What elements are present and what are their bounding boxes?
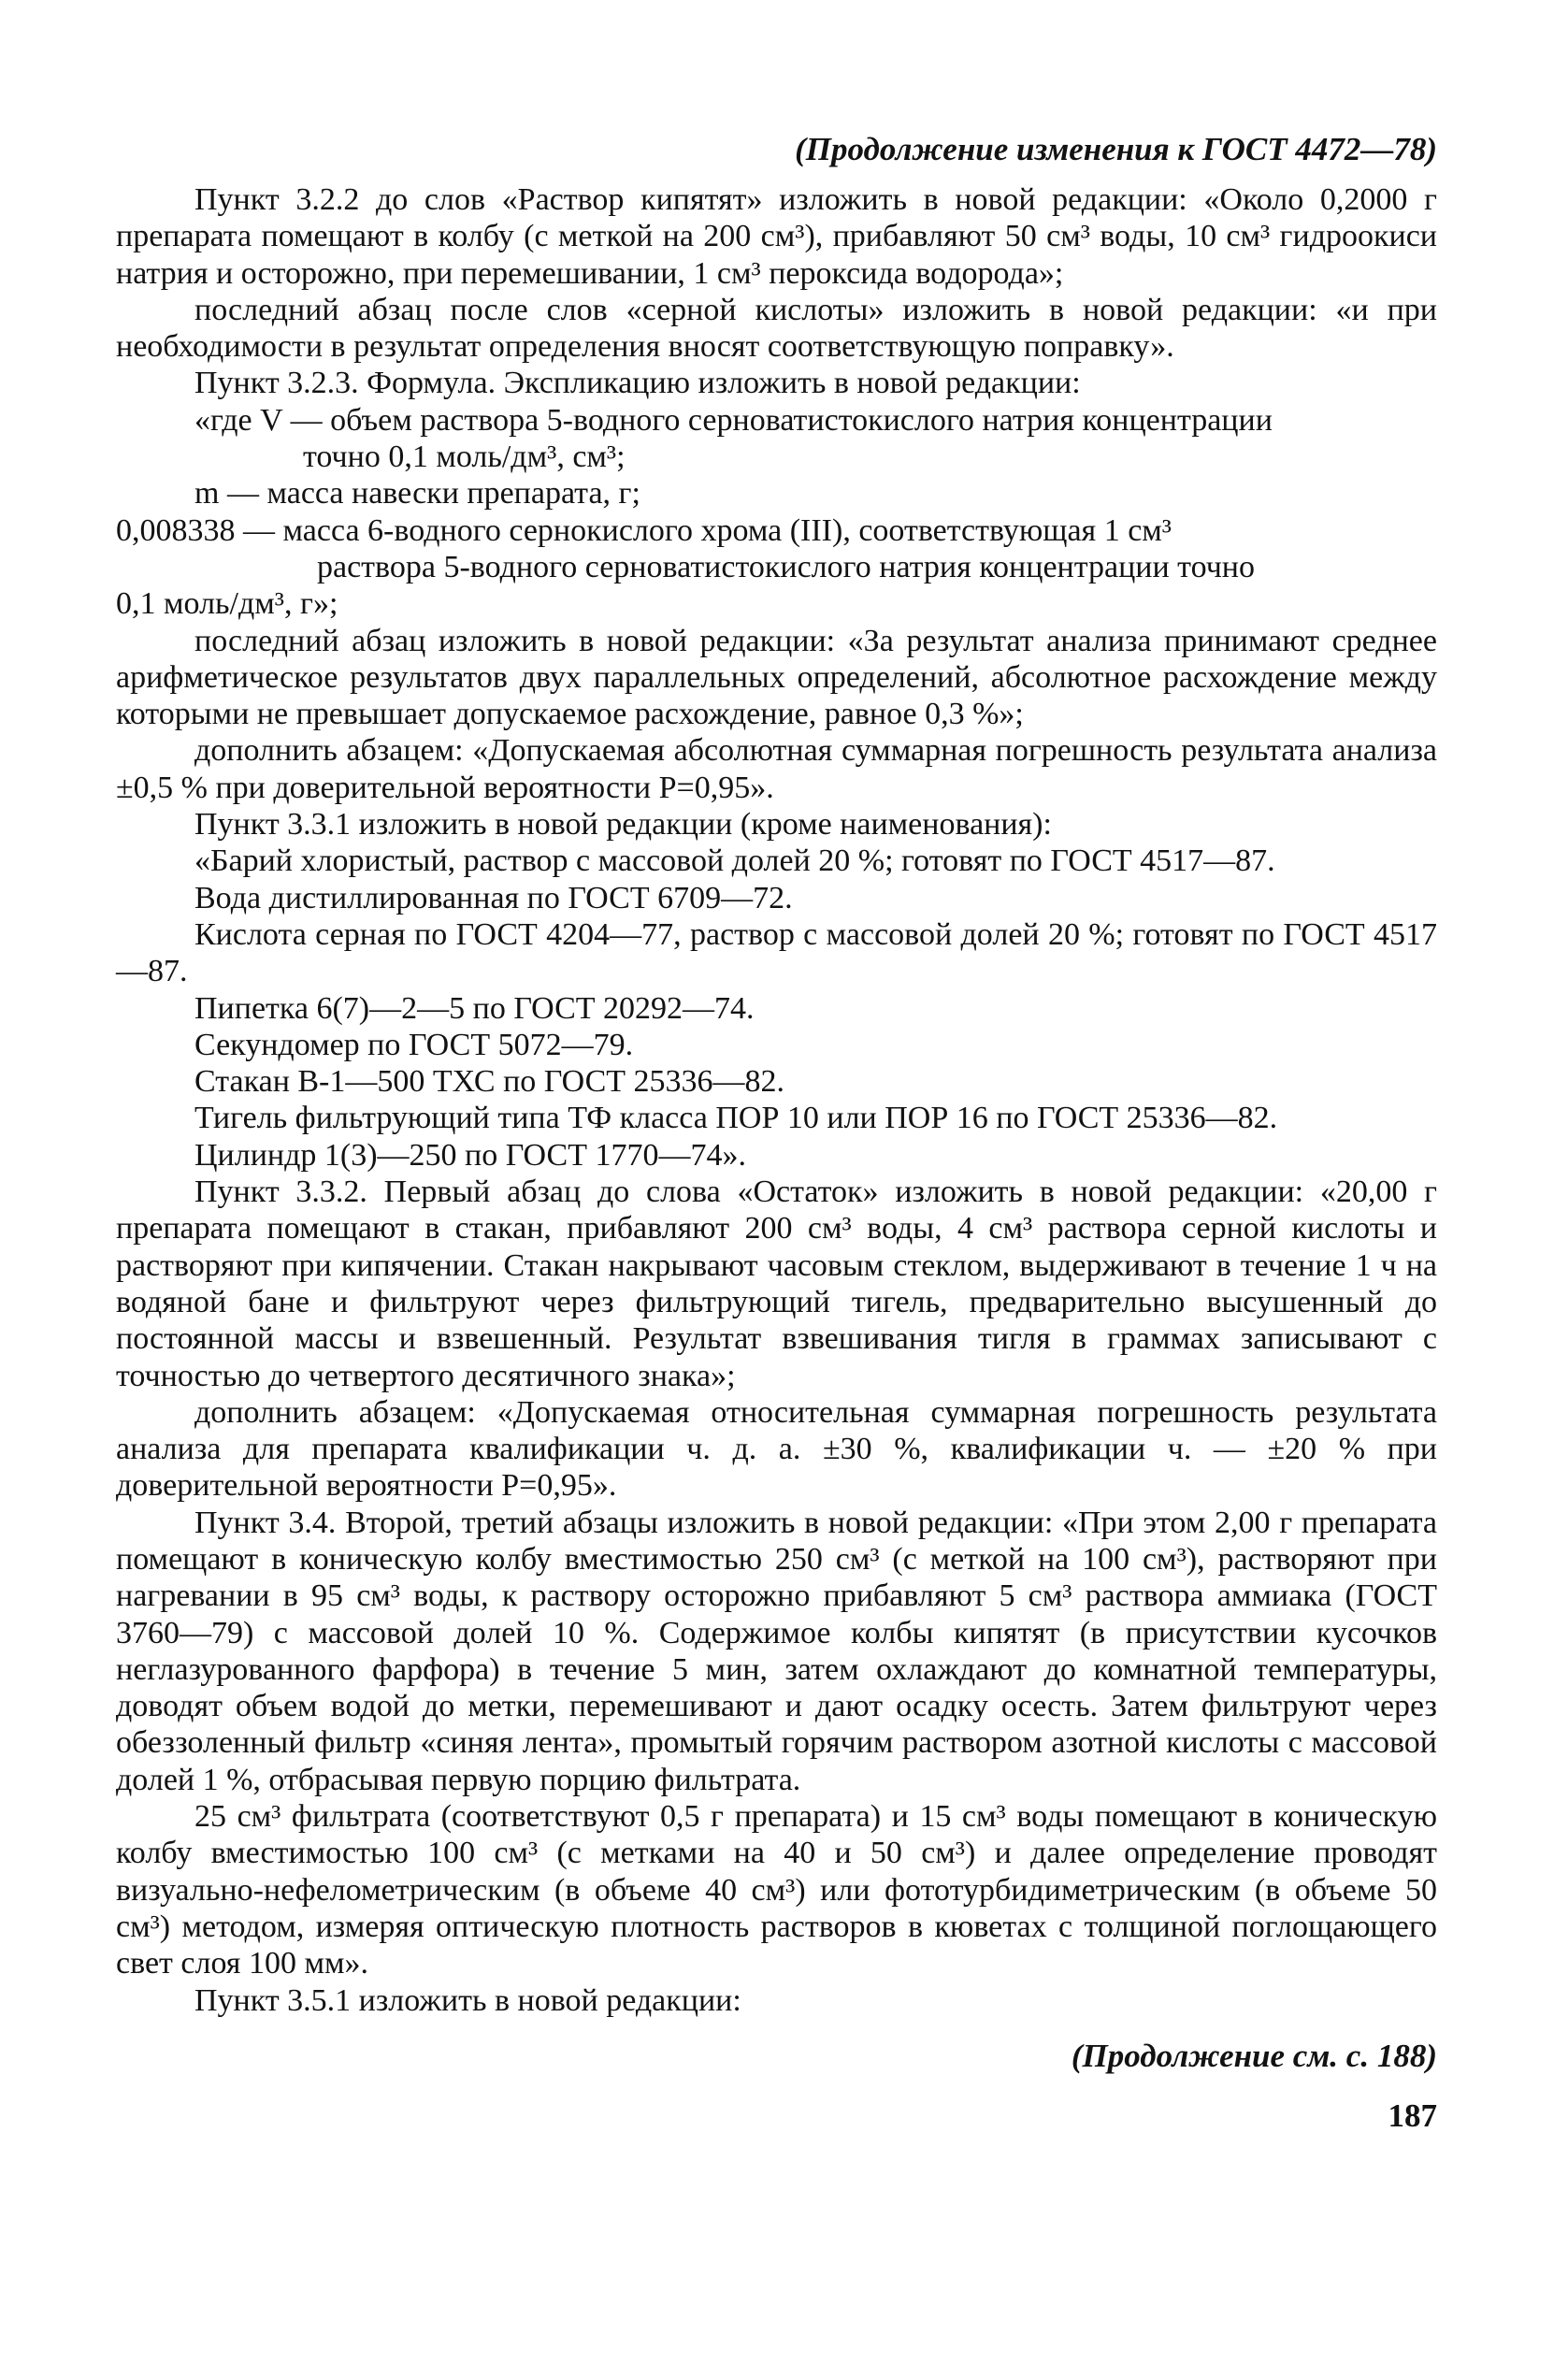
paragraph: 0,008338 — масса 6-водного сернокислого хрома (III), соответствующая 1 см³ bbox=[116, 512, 1172, 548]
paragraph: Пункт 3.3.1 изложить в новой редакции (кроме наименования): bbox=[194, 807, 1052, 843]
paragraph: точно 0,1 моль/дм³, см³; bbox=[303, 439, 626, 475]
paragraph: Тигель фильтрующий типа ТФ класса ПОР 10 или ПОР 16 по ГОСТ 25336—82. bbox=[194, 1101, 1278, 1136]
document-body bbox=[116, 181, 1437, 2019]
paragraph: дополнить абзацем: «Допускаемая относительная суммарная погрешность результата анализа для препарата квалификации ч. д. а. ±30 %, квалификации ч. — ±20 % при доверительной вероятности P=0,95». bbox=[116, 1394, 1437, 1504]
page-number: 187 bbox=[1388, 2096, 1437, 2134]
paragraph: Стакан В-1—500 ТХС по ГОСТ 25336—82. bbox=[194, 1064, 785, 1100]
paragraph: m — масса навески препарата, г; bbox=[194, 476, 640, 512]
paragraph: Пункт 3.3.2. Первый абзац до слова «Остаток» изложить в новой редакции: «20,00 г препарата помещают в стакан, прибавляют 200 см³ воды, 4 см³ раствора серной кислоты и растворяют при кипячении. Стакан накрывают часовым стеклом, выдерживают в течение 1 ч на водяной бане и фильтруют через фильтрующий тигель, предварительно высушенный до постоянной массы и взвешенный. Результат взвешивания тигля в граммах записывают с точностью до четвертого десятичного знака»; bbox=[116, 1174, 1437, 1393]
paragraph: дополнить абзацем: «Допускаемая абсолютная суммарная погрешность результата анализа ±0,5 % при доверительной вероятности P=0,95». bbox=[116, 733, 1437, 805]
paragraph: последний абзац изложить в новой редакции: «За результат анализа принимают среднее арифметическое результатов двух параллельных определений, абсолютное расхождение между которыми не превышает допускаемое расхождение, равное 0,3 %»; bbox=[116, 623, 1437, 732]
paragraph: Пункт 3.4. Второй, третий абзацы изложить в новой редакции: «При этом 2,00 г препарата помещают в коническую колбу вместимостью 250 см³ (с меткой на 100 см³), растворяют при нагревании в 95 см³ воды, к раствору осторожно прибавляют 5 см³ раствора аммиака (ГОСТ 3760—79) с массовой долей 10 %. Содержимое колбы кипятят (в присутствии кусочков неглазурованного фарфора) в течение 5 мин, затем охлаждают до комнатной температуры, доводят объем водой до метки, перемешивают и дают осадку осесть. Затем фильтруют через обеззоленный фильтр «синяя лента», промытый горячим раствором азотной кислоты с массовой долей 1 %, отбрасывая первую порцию фильтрата. bbox=[116, 1505, 1437, 1797]
continuation-footer: (Продолжение см. с. 188) bbox=[1071, 2037, 1437, 2074]
paragraph: Секундомер по ГОСТ 5072—79. bbox=[194, 1027, 634, 1062]
paragraph: Вода дистиллированная по ГОСТ 6709—72. bbox=[194, 880, 793, 915]
paragraph: раствора 5-водного серноватистокислого натрия концентрации точно bbox=[317, 549, 1255, 584]
paragraph: 25 см³ фильтрата (соответствуют 0,5 г препарата) и 15 см³ воды помещают в коническую колбу вместимостью 100 см³ (с метками на 40 и 50 см³) и далее определение проводят визуально-нефелометрическим (в объеме 40 см³) или фототурбидиметрическим (в объеме 50 см³) методом, измеряя оптическую плотность растворов в кюветах с толщиной поглощающего свет слоя 100 мм». bbox=[116, 1799, 1437, 1981]
paragraph: Кислота серная по ГОСТ 4204—77, раствор с массовой долей 20 %; готовят по ГОСТ 4517—87. bbox=[116, 916, 1437, 989]
continuation-header: (Продолжение изменения к ГОСТ 4472—78) bbox=[795, 131, 1437, 167]
paragraph: «где V — объем раствора 5-водного серноватистокислого натрия концентрации bbox=[194, 402, 1273, 438]
paragraph: Пункт 3.5.1 изложить в новой редакции: bbox=[194, 1982, 741, 2018]
paragraph: «Барий хлористый, раствор с массовой долей 20 %; готовят по ГОСТ 4517—87. bbox=[194, 843, 1275, 879]
paragraph: 0,1 моль/дм³, г»; bbox=[116, 586, 338, 622]
paragraph: Цилиндр 1(3)—250 по ГОСТ 1770—74». bbox=[194, 1137, 746, 1173]
paragraph: последний абзац после слов «серной кислоты» изложить в новой редакции: «и при необходимости в результат определения вносят соответствующую поправку». bbox=[116, 292, 1437, 365]
paragraph: Пункт 3.2.3. Формула. Экспликацию изложить в новой редакции: bbox=[194, 366, 1081, 401]
paragraph: Пипетка 6(7)—2—5 по ГОСТ 20292—74. bbox=[194, 990, 755, 1026]
paragraph: Пункт 3.2.2 до слов «Раствор кипятят» изложить в новой редакции: «Около 0,2000 г препарата помещают в колбу (с меткой на 200 см³), прибавляют 50 см³ воды, 10 см³ гидроокиси натрия и осторожно, при перемешивании, 1 см³ пероксида водорода»; bbox=[116, 182, 1437, 291]
